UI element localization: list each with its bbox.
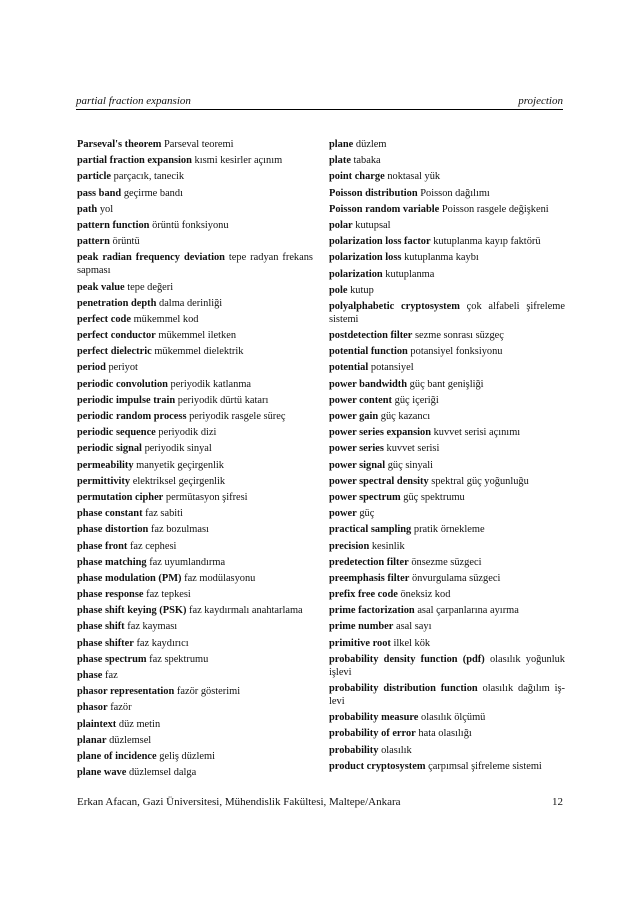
- glossary-entry: [77, 669, 313, 682]
- glossary-entry: [329, 268, 565, 281]
- entry-term: phase shifter: [77, 637, 134, 649]
- entry-translation: Poisson rasgele değişkeni: [441, 203, 549, 215]
- glossary-entry: [329, 588, 565, 601]
- entry-translation: periyodik dürtü katarı: [177, 394, 269, 406]
- entry-term: period: [77, 362, 106, 374]
- entry-term: potential: [329, 362, 369, 374]
- entry-term: postdetection filter: [329, 330, 413, 342]
- glossary-entry: [329, 329, 565, 342]
- entry-translation: faz kaydırıcı: [136, 637, 189, 649]
- glossary-entry: [77, 685, 313, 698]
- entry-translation: asal çarpanlarına ayırma: [417, 605, 519, 617]
- entry-term: point charge: [329, 171, 385, 183]
- glossary-entry: [77, 588, 313, 601]
- entry-term: path: [77, 203, 98, 215]
- entry-term: permittivity: [77, 475, 131, 487]
- entry-term: probability distribution function: [329, 683, 478, 694]
- glossary-entry: [329, 410, 565, 423]
- entry-term: power series: [329, 443, 384, 455]
- entry-term: probability measure: [329, 712, 419, 724]
- entry-translation: kısmi kesirler açınım: [194, 155, 283, 167]
- glossary-entry: [329, 682, 565, 708]
- entry-term: plane wave: [77, 767, 127, 779]
- glossary-entry: [77, 345, 313, 358]
- entry-term: probability: [329, 744, 379, 756]
- entry-translation: faz cephesi: [129, 540, 177, 552]
- glossary-entry: [329, 744, 565, 757]
- glossary-entry: [77, 523, 313, 536]
- glossary-entry: [329, 284, 565, 297]
- glossary-entry: [329, 727, 565, 740]
- entry-term: phase: [77, 670, 103, 681]
- entry-term: power signal: [329, 459, 386, 471]
- entry-term: pattern function: [77, 219, 150, 231]
- glossary-entry: [329, 219, 565, 232]
- page-number: 12: [552, 796, 563, 808]
- entry-translation: potansiyel: [370, 362, 414, 374]
- entry-translation: dalma derinliği: [159, 297, 223, 309]
- entry-translation: hata olasılığı: [418, 728, 472, 740]
- entry-translation: fazör: [110, 702, 132, 714]
- entry-translation: mükemmel kod: [133, 313, 199, 325]
- entry-translation: tabaka: [353, 155, 381, 167]
- glossary-entry: [77, 637, 313, 650]
- entry-translation: faz: [105, 670, 118, 681]
- entry-term: product cryptosystem: [329, 760, 426, 772]
- entry-term: periodic convolution: [77, 378, 168, 390]
- glossary-entry: [329, 637, 565, 650]
- entry-translation: kuvvet serisi: [386, 443, 440, 455]
- header-first-term: partial fraction expansion: [76, 95, 191, 107]
- glossary-entry: [329, 653, 565, 679]
- entry-term: polyalphabetic cryptosystem: [329, 300, 460, 312]
- entry-translation: potansiyel fonksiyonu: [410, 346, 503, 358]
- glossary-entry: [77, 620, 313, 633]
- glossary-entry: [329, 378, 565, 391]
- entry-translation: önvurgulama süzgeci: [411, 572, 501, 584]
- entry-translation: periyodik katlanma: [170, 378, 252, 390]
- entry-translation: faz kayması: [127, 621, 178, 633]
- glossary-entry: [329, 711, 565, 724]
- entry-translation: kutuplanma kayıp faktörü: [433, 236, 541, 248]
- glossary-entry: [77, 170, 313, 183]
- entry-translation: yol: [99, 203, 114, 215]
- entry-term: polar: [329, 219, 353, 231]
- glossary-entry: [329, 540, 565, 553]
- footer-author-affiliation: Erkan Afacan, Gazi Üniversitesi, Mühendislik Fakültesi, Maltepe/Ankara: [77, 796, 401, 808]
- glossary-entry: [77, 556, 313, 569]
- entry-term: power series expansion: [329, 427, 431, 439]
- entry-term: planar: [77, 734, 107, 746]
- entry-term: power: [329, 508, 357, 520]
- entry-term: periodic impulse train: [77, 394, 176, 406]
- entry-translation: güç bant genişliği: [409, 378, 484, 390]
- entry-term: power spectral density: [329, 475, 429, 487]
- glossary-entry: [329, 187, 565, 200]
- entry-term: power gain: [329, 411, 379, 422]
- entry-term: Poisson random variable: [329, 203, 440, 215]
- entry-term: permutation cipher: [77, 491, 164, 503]
- entry-translation: olasılık dağılım iş-levi: [329, 683, 565, 707]
- entry-translation: önsezme süzgeci: [411, 556, 482, 568]
- glossary-entry: [329, 620, 565, 633]
- glossary-entry: [329, 361, 565, 374]
- entry-translation: düzlemsel dalga: [128, 767, 197, 779]
- glossary-entry: [329, 475, 565, 488]
- entry-translation: sezme sonrası süzgeç: [415, 330, 504, 342]
- entry-term: probability of error: [329, 728, 416, 740]
- entry-translation: kesinlik: [371, 540, 405, 552]
- entry-translation: güç içeriği: [394, 394, 439, 406]
- entry-term: pass band: [77, 187, 122, 199]
- entry-translation: çok alfabeli şifreleme sistemi: [329, 300, 565, 325]
- entry-term: peak radian frequency deviation: [77, 252, 225, 264]
- entry-term: plate: [329, 155, 351, 167]
- glossary-entry: [77, 281, 313, 294]
- entry-translation: geliş düzlemi: [159, 750, 215, 762]
- entry-term: peak value: [77, 281, 125, 293]
- glossary-entry: [77, 766, 313, 779]
- entry-translation: güç spektrumu: [403, 491, 465, 503]
- entry-translation: Poisson dağılımı: [420, 187, 490, 199]
- page-footer: [77, 796, 563, 808]
- entry-term: phase constant: [77, 508, 143, 520]
- entry-term: polarization: [329, 268, 383, 280]
- glossary-entry: [77, 187, 313, 200]
- entry-translation: pratik örnekleme: [413, 524, 485, 536]
- glossary-entry: [329, 235, 565, 248]
- entry-translation: faz sabiti: [145, 508, 183, 520]
- glossary-entry: [77, 442, 313, 455]
- entry-translation: kutuplanma kaybı: [404, 252, 479, 264]
- entry-translation: çarpımsal şifreleme sistemi: [428, 760, 542, 772]
- entry-translation: tepe radyan frekans sapması: [77, 252, 313, 277]
- glossary-entry: [329, 760, 565, 773]
- glossary-entry: [77, 313, 313, 326]
- glossary-entry: [77, 540, 313, 553]
- entry-translation: permütasyon şifresi: [165, 491, 248, 503]
- glossary-entry: [77, 297, 313, 310]
- entry-term: primitive root: [329, 637, 391, 649]
- glossary-entry: [77, 219, 313, 232]
- entry-translation: kutupsal: [355, 219, 391, 231]
- entry-translation: faz tepkesi: [146, 589, 191, 601]
- entry-term: preemphasis filter: [329, 572, 410, 584]
- entry-term: perfect dielectric: [77, 346, 152, 358]
- entry-term: perfect code: [77, 313, 131, 325]
- entry-term: practical sampling: [329, 524, 412, 536]
- glossary-entry: [77, 701, 313, 714]
- entry-term: Parseval's theorem: [77, 139, 162, 150]
- entry-term: permeability: [77, 459, 134, 471]
- glossary-entry: [77, 154, 313, 167]
- entry-translation: tepe değeri: [127, 281, 174, 293]
- entry-term: power content: [329, 394, 393, 406]
- glossary-entry: [329, 491, 565, 504]
- entry-term: predetection filter: [329, 556, 409, 568]
- glossary-entry: [329, 170, 565, 183]
- entry-term: potential function: [329, 346, 408, 358]
- entry-term: plane of incidence: [77, 750, 157, 762]
- entry-translation: düzlem: [355, 139, 387, 150]
- glossary-entry: [329, 394, 565, 407]
- entry-term: phase shift: [77, 621, 125, 633]
- entry-term: Poisson distribution: [329, 187, 418, 199]
- glossary-entry: [329, 442, 565, 455]
- entry-term: polarization loss factor: [329, 236, 431, 248]
- entry-term: phase front: [77, 540, 128, 552]
- glossary-entry: [77, 361, 313, 374]
- glossary-entry: [329, 138, 565, 151]
- glossary-entry: [77, 507, 313, 520]
- glossary-entry: [77, 475, 313, 488]
- entry-translation: olasılık ölçümü: [421, 712, 486, 724]
- entry-translation: manyetik geçirgenlik: [136, 459, 224, 471]
- entry-translation: periyodik dizi: [158, 427, 217, 439]
- entry-term: phase matching: [77, 556, 147, 568]
- entry-translation: ilkel kök: [393, 637, 431, 649]
- glossary-entry: [77, 138, 313, 151]
- entry-term: particle: [77, 171, 112, 183]
- entry-term: polarization loss: [329, 252, 402, 264]
- entry-translation: güç: [359, 508, 375, 520]
- entry-term: prime number: [329, 621, 394, 633]
- entry-term: phasor: [77, 702, 108, 714]
- entry-translation: faz kaydırmalı anahtarlama: [189, 605, 303, 617]
- entry-translation: elektriksel geçirgenlik: [132, 475, 226, 487]
- running-header: [76, 95, 563, 110]
- glossary-right-column: [329, 138, 565, 776]
- entry-translation: öneksiz kod: [400, 589, 451, 601]
- glossary-entry: [329, 572, 565, 585]
- glossary-entry: [329, 523, 565, 536]
- glossary-entry: [329, 251, 565, 264]
- entry-translation: kutup: [350, 284, 374, 296]
- entry-term: periodic random process: [77, 411, 187, 422]
- glossary-entry: [77, 410, 313, 423]
- entry-term: prime factorization: [329, 605, 415, 617]
- entry-translation: faz bozulması: [150, 524, 209, 536]
- entry-translation: güç kazancı: [380, 411, 431, 422]
- entry-term: power bandwidth: [329, 378, 408, 390]
- entry-term: phase distortion: [77, 524, 149, 536]
- glossary-entry: [329, 604, 565, 617]
- entry-translation: asal sayı: [395, 621, 432, 633]
- glossary-entry: [77, 653, 313, 666]
- entry-translation: fazör gösterimi: [176, 686, 241, 698]
- glossary-entry: [77, 426, 313, 439]
- glossary-entry: [77, 604, 313, 617]
- glossary-entry: [77, 329, 313, 342]
- glossary-entry: [329, 426, 565, 439]
- entry-translation: olasılık: [381, 744, 412, 756]
- entry-translation: spektral güç yoğunluğu: [431, 475, 529, 487]
- entry-translation: düz metin: [118, 718, 161, 730]
- entry-term: periodic signal: [77, 443, 142, 455]
- glossary-entry: [329, 556, 565, 569]
- entry-translation: düzlemsel: [109, 734, 152, 746]
- glossary-entry: [329, 507, 565, 520]
- entry-translation: örüntü fonksiyonu: [152, 219, 229, 231]
- entry-translation: periyot: [108, 362, 138, 374]
- entry-translation: örüntü: [112, 236, 140, 248]
- entry-translation: periyodik sinyal: [144, 443, 212, 455]
- glossary-entry: [77, 378, 313, 391]
- entry-term: phase spectrum: [77, 653, 147, 665]
- entry-translation: kuvvet serisi açınımı: [433, 427, 521, 439]
- entry-translation: mükemmel dielektrik: [154, 346, 244, 358]
- glossary-entry: [77, 734, 313, 747]
- glossary-left-column: [77, 138, 313, 782]
- entry-translation: periyodik rasgele süreç: [189, 411, 286, 422]
- entry-term: partial fraction expansion: [77, 155, 192, 167]
- glossary-entry: [77, 251, 313, 277]
- entry-term: phasor representation: [77, 686, 175, 698]
- entry-translation: güç sinyali: [387, 459, 434, 471]
- entry-translation: faz modülasyonu: [184, 572, 256, 584]
- entry-translation: parçacık, tanecik: [113, 171, 185, 183]
- entry-term: plaintext: [77, 718, 117, 730]
- header-last-term: projection: [518, 95, 563, 107]
- entry-term: power spectrum: [329, 491, 401, 503]
- glossary-entry: [329, 345, 565, 358]
- glossary-entry: [77, 750, 313, 763]
- entry-translation: geçirme bandı: [123, 187, 183, 199]
- entry-term: phase response: [77, 589, 144, 601]
- entry-term: phase shift keying (PSK): [77, 605, 187, 617]
- entry-term: precision: [329, 540, 370, 552]
- entry-translation: faz uyumlandırma: [149, 556, 226, 568]
- glossary-entry: [329, 203, 565, 216]
- glossary-entry: [77, 459, 313, 472]
- glossary-entry: [77, 394, 313, 407]
- entry-term: perfect conductor: [77, 330, 156, 342]
- glossary-entry: [77, 718, 313, 731]
- entry-translation: faz spektrumu: [149, 653, 209, 665]
- entry-term: pattern: [77, 236, 110, 248]
- entry-translation: Parseval teoremi: [163, 139, 234, 150]
- entry-term: penetration depth: [77, 297, 157, 309]
- entry-translation: olasılık yoğunluk işlevi: [329, 653, 566, 678]
- entry-term: plane: [329, 139, 354, 150]
- entry-term: prefix free code: [329, 589, 398, 601]
- glossary-entry: [77, 572, 313, 585]
- entry-translation: mükemmel iletken: [158, 330, 237, 342]
- entry-term: phase modulation (PM): [77, 572, 182, 584]
- glossary-entry: [329, 459, 565, 472]
- glossary-entry: [77, 203, 313, 216]
- entry-translation: kutuplanma: [385, 268, 435, 280]
- glossary-entry: [77, 235, 313, 248]
- entry-translation: noktasal yük: [387, 171, 441, 183]
- entry-term: periodic sequence: [77, 427, 156, 439]
- glossary-entry: [329, 154, 565, 167]
- entry-term: probability density function (pdf): [329, 653, 485, 665]
- glossary-entry: [329, 300, 565, 326]
- entry-term: pole: [329, 284, 348, 296]
- glossary-entry: [77, 491, 313, 504]
